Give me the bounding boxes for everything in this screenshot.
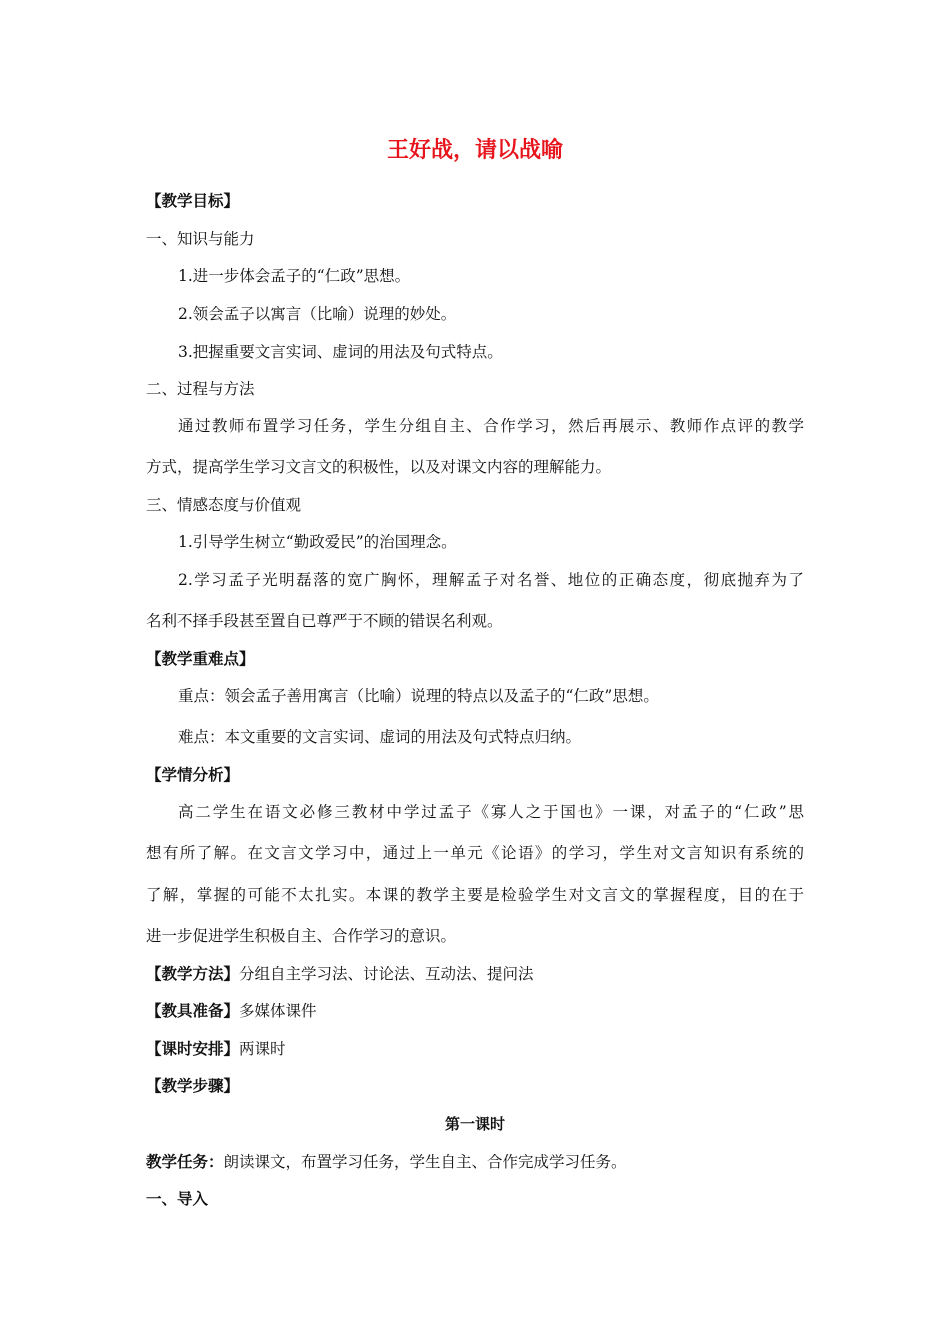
section-knowledge-title: 一、知识与能力 — [146, 230, 255, 248]
key-point-difficulty: 难点：本文重要的文言实词、虚词的用法及句式特点归纳。 — [178, 728, 582, 746]
objective-item: 2.领会孟子以寓言（比喻）说理的妙处。 — [178, 305, 457, 323]
process-line: 通过教师布置学习任务，学生分组自主、合作学习，然后再展示、教师作点评的教学 — [178, 417, 804, 435]
task-label: 教学任务： — [146, 1153, 224, 1171]
analysis-heading: 【学情分析】 — [146, 766, 240, 784]
schedule-heading: 【课时安排】 — [146, 1040, 240, 1058]
schedule-text: 两课时 — [239, 1040, 286, 1058]
document-title: 王好战，请以战喻 — [386, 138, 563, 163]
analysis-line: 进一步促进学生积极自主、合作学习的意识。 — [146, 927, 457, 945]
section-values-title: 三、情感态度与价值观 — [146, 496, 302, 514]
analysis-line: 了解，掌握的可能不太扎实。本课的教学主要是检验学生对文言文的掌握程度，目的在于 — [146, 886, 804, 904]
steps-heading: 【教学步骤】 — [146, 1077, 240, 1095]
analysis-line: 高二学生在语文必修三教材中学过孟子《寡人之于国也》一课，对孟子的“仁政”思 — [178, 803, 804, 821]
process-line: 方式，提高学生学习文言文的积极性，以及对课文内容的理解能力。 — [146, 458, 612, 476]
analysis-line: 想有所了解。在文言文学习中，通过上一单元《论语》的学习，学生对文言知识有系统的 — [146, 844, 804, 862]
task-text: 朗读课文，布置学习任务，学生自主、合作完成学习任务。 — [223, 1153, 627, 1171]
schedule-row — [146, 1038, 286, 1060]
methods-row — [146, 963, 534, 985]
tools-text: 多媒体课件 — [239, 1002, 317, 1020]
key-points-heading: 【教学重难点】 — [146, 650, 255, 668]
tools-heading: 【教具准备】 — [146, 1002, 240, 1020]
methods-text: 分组自主学习法、讨论法、互动法、提问法 — [239, 965, 534, 983]
objective-item: 3.把握重要文言实词、虚词的用法及句式特点。 — [178, 343, 503, 361]
lesson-title: 第一课时 — [444, 1115, 505, 1133]
tools-row — [146, 1000, 317, 1022]
values-item: 1.引导学生树立“勤政爱民”的治国理念。 — [178, 533, 457, 551]
objective-item: 1.进一步体会孟子的“仁政”思想。 — [178, 267, 411, 285]
methods-heading: 【教学方法】 — [146, 965, 240, 983]
values-item-line: 名利不择手段甚至置自已尊严于不顾的错误名利观。 — [146, 612, 503, 630]
objectives-heading: 【教学目标】 — [146, 192, 240, 210]
section-process-title: 二、过程与方法 — [146, 380, 255, 398]
values-item-line: 2.学习孟子光明磊落的宽广胸怀，理解孟子对名誉、地位的正确态度，彻底抛弃为了 — [178, 571, 804, 589]
key-point-focus: 重点：领会孟子善用寓言（比喻）说理的特点以及孟子的“仁政”思想。 — [178, 687, 659, 705]
task-row — [146, 1151, 627, 1173]
first-step-heading: 一、导入 — [146, 1190, 209, 1208]
